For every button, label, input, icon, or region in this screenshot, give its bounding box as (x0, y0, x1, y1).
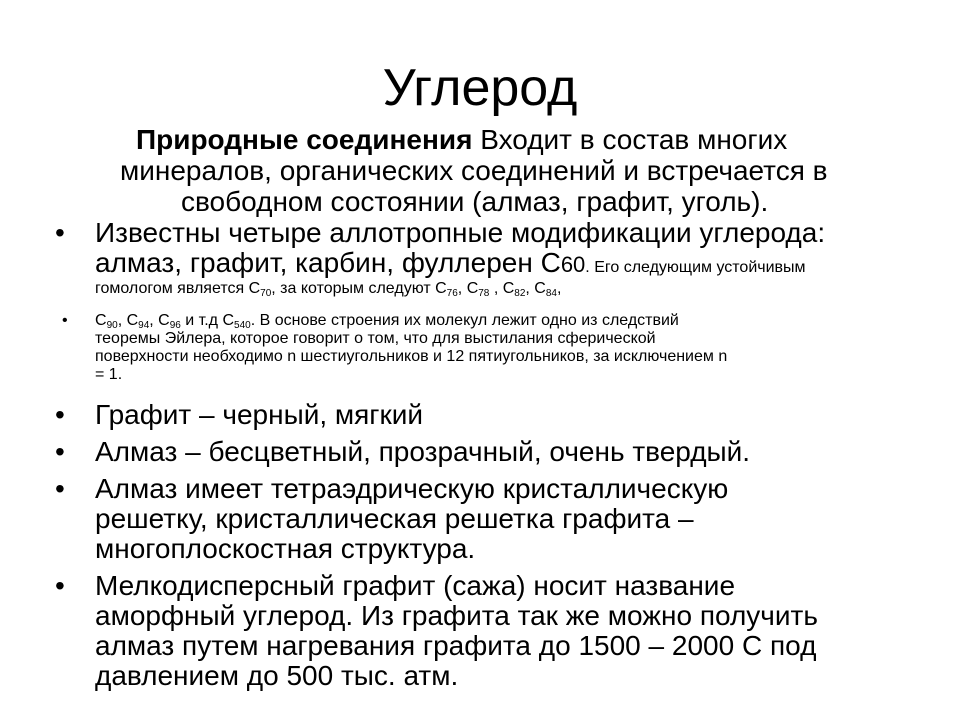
text-span: С (95, 312, 107, 329)
subscript: 84 (545, 288, 557, 299)
subscript: 70 (260, 288, 272, 299)
bullet-line (95, 280, 940, 298)
text-span: , за которым следуют С (271, 280, 447, 297)
bullet-line: Графит – черный, мягкий (95, 399, 424, 430)
intro-paragraph (120, 124, 860, 217)
bullet-line: алмаз путем нагревания графита до 1500 – 2000 С под (95, 630, 817, 661)
subscript: 94 (138, 320, 150, 331)
bullet-text (95, 571, 940, 691)
text-span: и т.д С (180, 312, 235, 329)
bullet-line (95, 312, 940, 330)
bullet-line: = 1. (95, 366, 123, 383)
text-span: , (556, 280, 562, 297)
intro-bold-heading: Природные соединения (136, 124, 473, 155)
subscript: 540 (234, 320, 251, 331)
intro-line-3: свободном состоянии (алмаз, графит, уголь). (181, 186, 769, 217)
text-span: , С (489, 280, 515, 297)
bullet-marker: • (55, 436, 65, 467)
subscript: 96 (169, 320, 181, 331)
text-span: . В основе строения их молекул лежит одно из следствий (250, 312, 679, 329)
subscript: 90 (106, 320, 118, 331)
bullet-text (95, 474, 940, 564)
bullet-line: Известны четыре аллотропные модификации углерода: (95, 217, 826, 248)
bullet-line: решетку, кристаллическая решетка графита – (95, 503, 694, 534)
intro-line-1 (120, 124, 860, 155)
subscript: 82 (514, 288, 526, 299)
subscript: 76 (446, 288, 458, 299)
text-span: , С (149, 312, 170, 329)
bullet-line: Алмаз имеет тетраэдрическую кристаллическую (95, 473, 729, 504)
slide-title: Углерод (382, 59, 578, 117)
text-span: , С (525, 280, 546, 297)
text-span: 60 (560, 252, 586, 277)
bullet-line: многоплоскостная структура. (95, 533, 476, 564)
bullet-marker: • (55, 217, 65, 248)
bullet-marker: • (55, 570, 65, 601)
text-span: . Его следующим устойчивым (585, 259, 806, 276)
bullet-marker: • (55, 399, 65, 430)
bullet-line: Мелкодисперсный графит (сажа) носит название (95, 570, 736, 601)
bullet-line (95, 248, 940, 280)
bullet-text (95, 437, 940, 467)
bullet-marker: • (55, 473, 65, 504)
text-span: алмаз, графит, карбин, фуллерен С (95, 247, 561, 278)
bullet-line: теоремы Эйлера, которое говорит о том, что для выстилания сферической (95, 330, 656, 347)
intro-line-2: минералов, органических соединений и встречается в (120, 155, 828, 186)
bullet-line: аморфный углерод. Из графита так же можно получить (95, 600, 818, 631)
text-span: , С (457, 280, 479, 297)
bullet-marker: • (62, 312, 68, 329)
bullet-text (95, 400, 940, 430)
subscript: 78 (478, 288, 490, 299)
intro-line-1-rest: Входит в состав многих (472, 124, 788, 155)
text-span: гомологом является С (95, 280, 261, 297)
bullet-line: давлением до 500 тыс. атм. (95, 660, 459, 691)
bullet-text (95, 218, 940, 298)
bullet-text (95, 312, 940, 384)
bullet-line: поверхности необходимо n шестиугольников и 12 пятиугольников, за исключением n (95, 348, 728, 365)
bullet-line: Алмаз – бесцветный, прозрачный, очень твердый. (95, 436, 751, 467)
text-span: , С (117, 312, 139, 329)
